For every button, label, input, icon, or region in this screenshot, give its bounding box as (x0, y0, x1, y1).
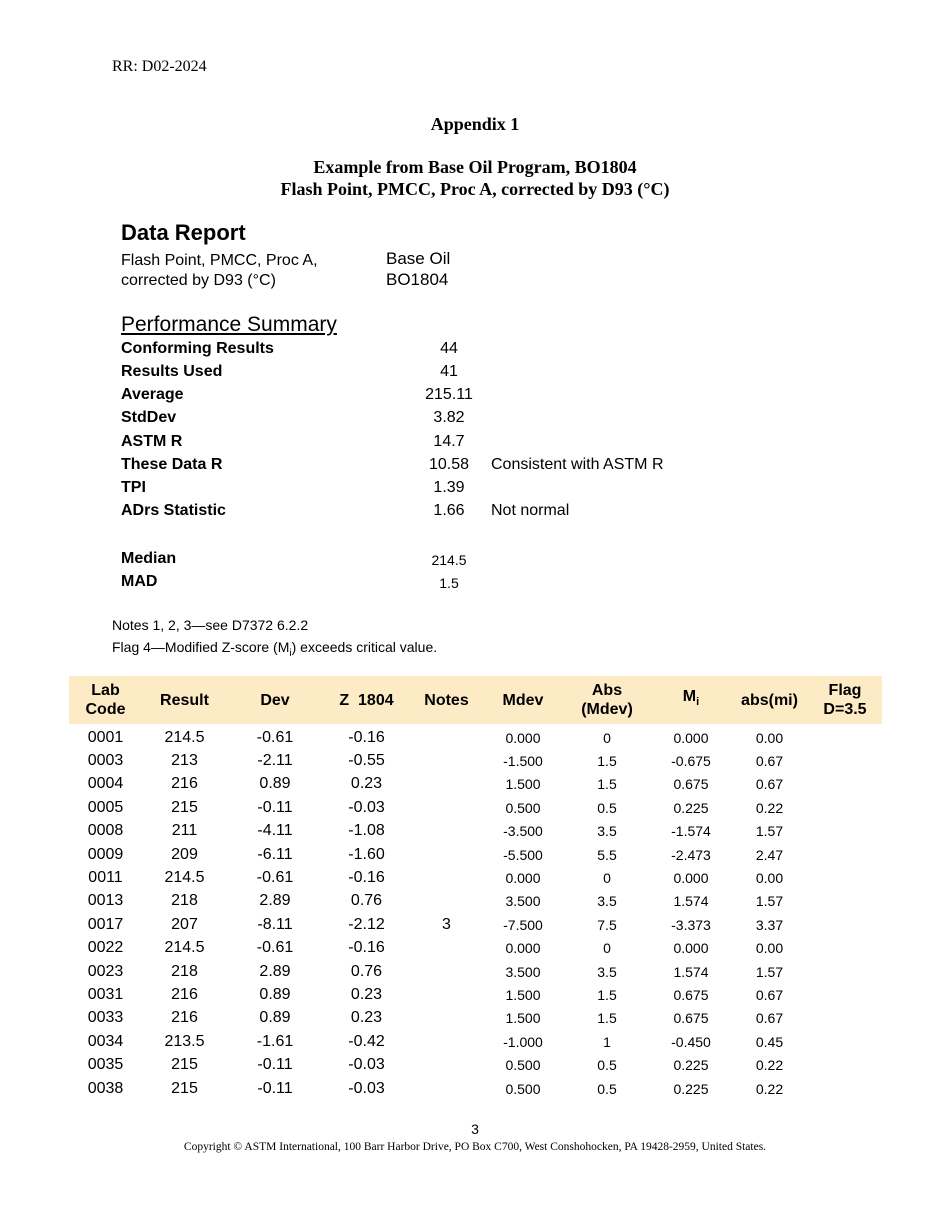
cell-mi: 0.225 (673, 1080, 709, 1097)
perf-value: 10.58 (428, 456, 470, 473)
cell-dev: -8.11 (257, 915, 293, 933)
cell-result: 216 (171, 985, 198, 1003)
cell-result: 214.5 (164, 939, 205, 957)
perf-row-astm-r (121, 433, 821, 455)
perf-value: 14.7 (433, 433, 465, 450)
sample-description (386, 248, 450, 290)
cell-abs-mdev: 5.5 (597, 846, 617, 863)
cell-lab-code: 0009 (87, 845, 124, 863)
cell-result: 214.5 (164, 728, 205, 746)
table-row (69, 937, 882, 960)
perf-comment: Consistent with ASTM R (491, 456, 664, 473)
test-description-line1: Flash Point, PMCC, Proc A, (121, 252, 318, 269)
cell-notes (410, 749, 483, 772)
cell-lab-code: 0011 (88, 869, 123, 887)
cell-lab-code: 0001 (87, 728, 124, 746)
cell-lab-code: 0035 (87, 1056, 124, 1074)
perf-value: 1.39 (433, 479, 465, 496)
header-abs-mdev-line1: Abs (591, 682, 623, 699)
cell-z: -1.60 (348, 845, 385, 863)
cell-abs-mi: 0.00 (755, 729, 784, 746)
cell-mdev: 1.500 (505, 776, 541, 793)
table-row (69, 820, 882, 843)
cell-mi: 0.225 (673, 1057, 709, 1074)
cell-lab-code: 0013 (87, 892, 124, 910)
cell-mdev: 0.000 (505, 729, 541, 746)
cell-mi: -0.450 (671, 1033, 711, 1050)
perf-label: StdDev (121, 409, 177, 426)
table-row (69, 724, 882, 749)
cell-notes (410, 1077, 483, 1100)
cell-mi: -2.473 (671, 846, 711, 863)
perf-value: 214.5 (431, 552, 467, 568)
page-number: 3 (471, 1121, 479, 1137)
header-lab-code (69, 676, 142, 724)
notes (112, 614, 437, 665)
cell-mi: 0.000 (673, 940, 709, 957)
cell-dev: -6.11 (257, 845, 293, 863)
table-row (69, 796, 882, 819)
lab-results-table (69, 676, 882, 1100)
cell-mdev: 3.500 (505, 963, 541, 980)
cell-lab-code: 0005 (87, 798, 124, 816)
cell-mdev: -7.500 (503, 916, 543, 933)
cell-dev: 2.89 (259, 892, 291, 910)
cell-notes: 3 (442, 915, 451, 933)
cell-result: 218 (171, 892, 198, 910)
perf-row-conforming-results (121, 340, 821, 362)
cell-mi: 0.675 (673, 986, 709, 1003)
cell-mi: -3.373 (671, 916, 711, 933)
cell-lab-code: 0017 (87, 915, 124, 933)
cell-flag (808, 724, 882, 749)
perf-label: Results Used (121, 363, 223, 380)
cell-z: -0.42 (348, 1032, 385, 1050)
header-mdev: Mdev (483, 676, 563, 724)
cell-z: -0.16 (348, 869, 385, 887)
perf-label: MAD (121, 573, 158, 590)
cell-mi: 0.000 (673, 870, 709, 887)
cell-flag (808, 890, 882, 913)
cell-abs-mdev: 0 (603, 940, 611, 957)
table-row (69, 960, 882, 983)
cell-dev: 2.89 (259, 962, 291, 980)
table-row (69, 983, 882, 1006)
cell-result: 218 (171, 962, 198, 980)
header-flag (808, 676, 882, 724)
cell-abs-mdev: 1.5 (597, 776, 617, 793)
cell-flag (808, 983, 882, 1006)
cell-dev: -1.61 (256, 1032, 294, 1050)
notes-line2-prefix: Flag 4—Modified Z-score (M (112, 639, 290, 655)
header-notes: Notes (410, 676, 483, 724)
cell-abs-mi: 0.67 (755, 986, 784, 1003)
header-mi (651, 676, 731, 724)
cell-mdev: -3.500 (503, 823, 543, 840)
cell-abs-mdev: 1.5 (597, 986, 617, 1003)
table-row (69, 773, 882, 796)
cell-abs-mdev: 0.5 (597, 799, 617, 816)
cell-mi: 1.574 (673, 963, 709, 980)
cell-mi: 0.000 (673, 729, 709, 746)
cell-dev: 0.89 (259, 985, 291, 1003)
perf-value: 44 (440, 340, 458, 357)
cell-abs-mi: 1.57 (755, 893, 784, 910)
cell-abs-mi: 3.37 (755, 916, 784, 933)
perf-row-mad (121, 573, 821, 595)
notes-line2 (112, 636, 437, 665)
cell-result: 213 (171, 752, 198, 770)
performance-summary-heading: Performance Summary (121, 313, 337, 336)
perf-value: 1.5 (439, 575, 459, 591)
header-mi-sub: i (696, 696, 700, 709)
header-lab-code-line1: Lab (91, 682, 120, 699)
cell-z: 0.76 (350, 892, 383, 910)
cell-result: 216 (171, 1009, 198, 1027)
cell-abs-mi: 0.67 (755, 753, 784, 770)
cell-abs-mdev: 1.5 (597, 753, 617, 770)
cell-result: 215 (171, 798, 198, 816)
table-row (69, 866, 882, 889)
cell-lab-code: 0008 (87, 822, 124, 840)
cell-mdev: 0.000 (505, 870, 541, 887)
cell-flag (808, 820, 882, 843)
cell-dev: -0.61 (256, 728, 294, 746)
cell-abs-mi: 0.45 (755, 1033, 784, 1050)
perf-label: ASTM R (121, 433, 183, 450)
perf-value: 215.11 (425, 386, 473, 403)
cell-flag (808, 796, 882, 819)
cell-dev: -0.11 (257, 1056, 293, 1074)
header-lab-code-line2: Code (85, 701, 126, 718)
cell-flag (808, 749, 882, 772)
cell-abs-mdev: 3.5 (597, 823, 617, 840)
cell-abs-mi: 0.00 (755, 870, 784, 887)
perf-label: Average (121, 386, 184, 403)
cell-z: 0.76 (350, 962, 383, 980)
cell-mi: 0.225 (673, 799, 709, 816)
sample-description-line1: Base Oil (386, 249, 451, 268)
perf-label: TPI (121, 479, 146, 496)
cell-z: 0.23 (350, 985, 383, 1003)
cell-lab-code: 0004 (87, 775, 124, 793)
perf-label: Median (121, 550, 177, 567)
cell-z: -0.16 (348, 728, 385, 746)
header-abs-mdev (563, 676, 651, 724)
cell-z: -0.03 (348, 1079, 385, 1097)
cell-abs-mi: 1.57 (755, 963, 784, 980)
cell-z: -0.03 (348, 798, 385, 816)
cell-result: 213.5 (164, 1032, 205, 1050)
cell-dev: 0.89 (259, 775, 291, 793)
cell-lab-code: 0038 (87, 1079, 124, 1097)
cell-z: 0.23 (350, 775, 383, 793)
test-description-line2: corrected by D93 (°C) (121, 272, 276, 289)
cell-dev: -2.11 (257, 752, 293, 770)
cell-result: 211 (171, 822, 198, 840)
cell-abs-mdev: 0.5 (597, 1080, 617, 1097)
cell-flag (808, 960, 882, 983)
cell-mi: 0.675 (673, 1010, 709, 1027)
cell-notes (410, 843, 483, 866)
cell-abs-mdev: 3.5 (597, 963, 617, 980)
cell-abs-mdev: 1 (603, 1033, 611, 1050)
table-row (69, 843, 882, 866)
cell-mdev: 3.500 (505, 893, 541, 910)
cell-abs-mi: 0.67 (755, 1010, 784, 1027)
cell-lab-code: 0022 (87, 939, 124, 957)
header-abs-mdev-line2: (Mdev) (581, 701, 633, 718)
cell-notes (410, 937, 483, 960)
cell-abs-mi: 0.22 (755, 1057, 784, 1074)
perf-label: Conforming Results (121, 340, 274, 357)
cell-mdev: 0.000 (505, 940, 541, 957)
cell-notes (410, 773, 483, 796)
perf-value: 1.66 (433, 502, 465, 519)
cell-flag (808, 913, 882, 936)
cell-mdev: -1.500 (503, 753, 543, 770)
cell-dev: -0.61 (256, 939, 294, 957)
cell-dev: -0.11 (257, 1079, 293, 1097)
cell-abs-mdev: 7.5 (597, 916, 617, 933)
perf-row-these-data-r (121, 456, 821, 478)
example-title-line2: Flash Point, PMCC, Proc A, corrected by D93 (°C) (280, 179, 670, 199)
cell-result: 214.5 (164, 869, 205, 887)
sample-description-line2: BO1804 (386, 270, 449, 289)
cell-abs-mi: 2.47 (755, 846, 784, 863)
test-description (121, 251, 371, 291)
cell-notes (410, 890, 483, 913)
example-title (0, 156, 950, 200)
cell-flag (808, 1053, 882, 1076)
perf-row-results-used (121, 363, 821, 385)
cell-z: -2.12 (348, 915, 385, 933)
cell-abs-mdev: 0.5 (597, 1057, 617, 1074)
cell-flag (808, 866, 882, 889)
cell-mi: 1.574 (673, 893, 709, 910)
report-title: Data Report (121, 220, 246, 245)
cell-notes (410, 983, 483, 1006)
cell-mdev: 1.500 (505, 1010, 541, 1027)
perf-row-median (121, 550, 821, 572)
table-row (69, 1077, 882, 1100)
cell-lab-code: 0003 (87, 752, 124, 770)
cell-dev: -0.11 (257, 798, 293, 816)
cell-z: 0.23 (350, 1009, 383, 1027)
appendix-title: Appendix 1 (430, 114, 520, 134)
cell-abs-mdev: 0 (603, 729, 611, 746)
header-flag-line1: Flag (828, 682, 862, 699)
cell-notes (410, 820, 483, 843)
perf-row-tpi (121, 479, 821, 501)
example-title-line1: Example from Base Oil Program, BO1804 (313, 157, 637, 177)
table-header-row (69, 676, 882, 724)
perf-row-average (121, 386, 821, 408)
cell-abs-mi: 1.57 (755, 823, 784, 840)
cell-abs-mi: 0.00 (755, 940, 784, 957)
perf-value: 41 (440, 363, 458, 380)
cell-dev: 0.89 (259, 1009, 291, 1027)
cell-result: 216 (171, 775, 198, 793)
header-z: Z 1804 (323, 676, 410, 724)
cell-flag (808, 1077, 882, 1100)
cell-notes (410, 1030, 483, 1053)
cell-flag (808, 1030, 882, 1053)
perf-row-adrs-statistic (121, 502, 821, 524)
cell-flag (808, 773, 882, 796)
table-row (69, 1007, 882, 1030)
cell-z: -1.08 (348, 822, 385, 840)
cell-notes (410, 796, 483, 819)
cell-z: -0.55 (348, 752, 385, 770)
cell-mdev: -5.500 (503, 846, 543, 863)
table-row (69, 1030, 882, 1053)
cell-flag (808, 843, 882, 866)
copyright-footer: Copyright © ASTM International, 100 Barr Harbor Drive, PO Box C700, West Conshohocken, PA 19428-2959, United States. (183, 1141, 767, 1153)
cell-notes (410, 1053, 483, 1076)
notes-line2-sub: i (289, 647, 292, 659)
cell-dev: -4.11 (257, 822, 293, 840)
cell-mdev: 0.500 (505, 799, 541, 816)
cell-mdev: 0.500 (505, 1080, 541, 1097)
cell-lab-code: 0023 (87, 962, 124, 980)
cell-notes (410, 724, 483, 749)
notes-line1: Notes 1, 2, 3—see D7372 6.2.2 (112, 617, 309, 633)
table-row (69, 1053, 882, 1076)
cell-abs-mi: 0.22 (755, 799, 784, 816)
cell-notes (410, 866, 483, 889)
cell-abs-mi: 0.67 (755, 776, 784, 793)
perf-label: These Data R (121, 456, 223, 473)
cell-abs-mdev: 3.5 (597, 893, 617, 910)
header-mi-base: M (682, 688, 697, 706)
cell-flag (808, 937, 882, 960)
cell-notes (410, 960, 483, 983)
cell-lab-code: 0034 (87, 1032, 124, 1050)
cell-mdev: -1.000 (503, 1033, 543, 1050)
cell-notes (410, 1007, 483, 1030)
perf-comment: Not normal (491, 502, 570, 519)
cell-lab-code: 0033 (87, 1009, 124, 1027)
cell-result: 209 (171, 845, 198, 863)
cell-mi: -1.574 (671, 823, 711, 840)
table-row (69, 913, 882, 936)
cell-abs-mdev: 0 (603, 870, 611, 887)
header-flag-line2: D=3.5 (823, 701, 867, 718)
notes-line2-suffix: ) exceeds critical value. (291, 639, 438, 655)
perf-row-stddev (121, 409, 821, 431)
cell-abs-mdev: 1.5 (597, 1010, 617, 1027)
perf-value: 3.82 (433, 409, 465, 426)
table-row (69, 890, 882, 913)
cell-mdev: 1.500 (505, 986, 541, 1003)
perf-label: ADrs Statistic (121, 502, 226, 519)
document-code: RR: D02-2024 (112, 58, 207, 75)
table-row (69, 749, 882, 772)
cell-z: -0.16 (348, 939, 385, 957)
cell-dev: -0.61 (256, 869, 294, 887)
cell-lab-code: 0031 (87, 985, 124, 1003)
cell-abs-mi: 0.22 (755, 1080, 784, 1097)
cell-mdev: 0.500 (505, 1057, 541, 1074)
cell-result: 215 (171, 1079, 198, 1097)
table-body (69, 724, 882, 1100)
header-dev: Dev (227, 676, 323, 724)
cell-result: 207 (171, 915, 198, 933)
header-result: Result (142, 676, 227, 724)
cell-mi: 0.675 (673, 776, 709, 793)
cell-result: 215 (171, 1056, 198, 1074)
header-abs-mi: abs(mi) (731, 676, 808, 724)
cell-flag (808, 1007, 882, 1030)
cell-z: -0.03 (348, 1056, 385, 1074)
cell-mi: -0.675 (671, 753, 711, 770)
